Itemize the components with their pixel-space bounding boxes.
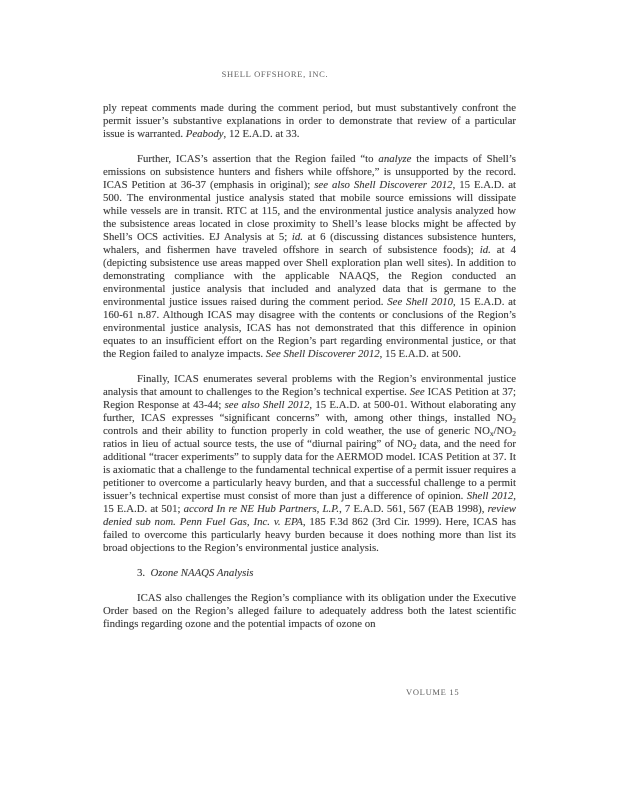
subscript-text: 2 — [512, 429, 516, 438]
italic-text: See Shell 2010 — [387, 296, 454, 308]
body-text: 3. — [137, 567, 151, 579]
body-text: ICAS Petition at 37; Region Response at 43-44; — [103, 386, 516, 411]
body-text: , 15 E.A.D. at 501; — [103, 490, 516, 515]
para-finally-technical-expertise — [103, 373, 516, 555]
body-text: ICAS also challenges the Region’s compliance with its obligation under the Executive Order based on the Region’s alleged failure to adequately address both the latest scientific findings regarding ozone and the potential impacts of ozone on — [103, 592, 516, 630]
para-further-icas-assertion — [103, 153, 516, 361]
body-text: at 4 (depicting subsistence use areas mapped over Shell exploration plan well sites). In addition to demonstrating compliance with the applicable NAAQS, the Region conducted an environmental justice analysis that included and analyzed data that is germane to the environmental justice issues raised during the comment period. — [103, 244, 517, 308]
italic-text: See Shell Discoverer 2012 — [265, 348, 380, 360]
italic-text: see also Shell 2012 — [224, 399, 310, 411]
body-text: , 7 E.A.D. 561, 567 (EAB 1998), — [339, 503, 488, 515]
italic-text: accord In re NE Hub Partners, L.P. — [183, 503, 340, 515]
body-text: /NO — [493, 425, 513, 437]
body-text: , 15 E.A.D. at 500-01. Without elaborating any further, ICAS expresses “significant concerns” with, among other things, installed NO — [103, 399, 516, 424]
body-text: , 185 F.3d 862 (3rd Cir. 1999). Here, ICAS has failed to overcome this particularly heavy burden because it does nothing more than list its broad objections to the Region’s environmental justice analysis. — [103, 516, 516, 554]
subscript-text: 2 — [412, 442, 417, 451]
italic-text: id. — [291, 231, 303, 243]
italic-text: review denied sub nom. Penn Fuel Gas, Inc. v. EPA — [103, 503, 516, 528]
body-text: ply repeat comments made during the comment period, but must substantively confront the permit issuer’s substantive explanations in order to demonstrate that review of a particular issue is warranted. — [103, 102, 516, 140]
body-text: data, and the need for additional “tracer experiments” to supply data for the AERMOD model. ICAS Petition at 37. It is axiomatic that a challenge to the fundamental technical expertise of a permit issuer requires a petitioner to overcome a particularly heavy burden, and that a successful challenge to a permit issuer’s technical expertise must consist of more than just a difference of opinion. — [103, 438, 516, 502]
italic-text: id. — [479, 244, 491, 256]
body-text: ratios in lieu of actual source tests, the use of “diurnal pairing” of NO — [103, 438, 413, 450]
text-block — [103, 102, 516, 643]
body-text: Finally, ICAS enumerates several problems with the Region’s environmental justice analysis that amount to challenges to the Region’s technical expertise. — [103, 373, 516, 398]
running-header: SHELL OFFSHORE, INC. — [221, 69, 329, 79]
body-text: , 15 E.A.D. at 160-61 n.87. Although ICAS may disagree with the contents or conclusions of the Region’s environmental justice analysis, ICAS has not demonstrated that this difference in opinion equates to an insufficient effort on the Region’s part regarding environmental justice, or that the Region failed to analyze impacts. — [103, 296, 516, 360]
body-text: Further, ICAS’s assertion that the Region failed “to — [137, 153, 379, 165]
italic-text: analyze — [378, 153, 412, 165]
italic-text: See — [409, 386, 425, 398]
body-text: , 15 E.A.D. at 500. The environmental justice analysis stated that mobile source emissions will dissipate while vessels are in transit. RTC at 115, and the environmental justice analysis analyzed how the subsistence areas located in close proximity to Shell’s lease blocks might be affected by Shell’s OCS activities. EJ Analysis at 5; — [103, 179, 516, 243]
body-text: the impacts of Shell’s emissions on subsistence hunters and fishers while offshore,” is unsupported by the record. ICAS Petition at 36-37 (emphasis in original); — [103, 153, 516, 191]
subscript-text: x — [489, 429, 494, 438]
body-text: at 6 (discussing distances subsistence hunters, whalers, and fishermen have traveled offshore in search of subsistence foods); — [103, 231, 516, 256]
para-icas-also-challenges — [103, 592, 516, 631]
italic-text: Peabody — [185, 128, 224, 140]
italic-text: Shell 2012 — [466, 490, 514, 502]
subscript-text: 2 — [512, 416, 516, 425]
body-text: controls and their ability to function properly in cold weather, the use of generic NO — [103, 425, 490, 437]
italic-text: see also Shell Discoverer 2012 — [314, 179, 453, 191]
body-text: , 12 E.A.D. at 33. — [223, 128, 300, 140]
page-footer: VOLUME 15 — [406, 687, 460, 697]
heading-ozone-naaqs-analysis — [103, 567, 516, 580]
para-continuation — [103, 102, 516, 141]
body-text: , 15 E.A.D. at 500. — [379, 348, 461, 360]
italic-text: Ozone NAAQS Analysis — [150, 567, 254, 579]
